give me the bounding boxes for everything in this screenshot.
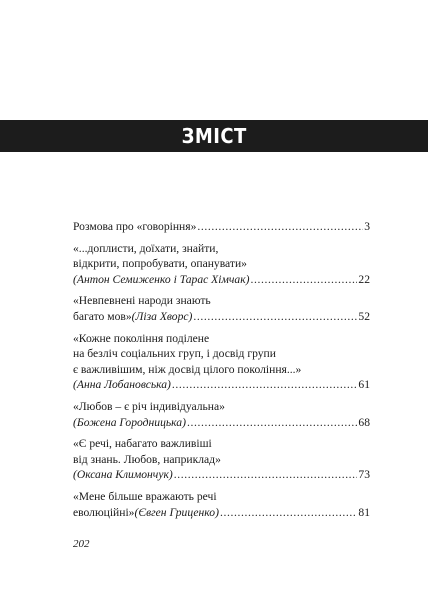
- toc-entry-title-line: «Мене більше вражають речі: [73, 489, 217, 503]
- toc-entry-author: (Анна Лобановська): [73, 378, 171, 392]
- toc-entry-author: (Ліза Хворс): [131, 309, 193, 323]
- toc-entry-author: (Божена Городницька): [73, 415, 186, 429]
- toc-leader-dots: [220, 505, 357, 521]
- toc-entry: [73, 219, 370, 235]
- title-bar: [0, 120, 428, 152]
- toc-entry-author: (Оксана Климончук): [73, 468, 173, 482]
- toc-entry-last-line: [73, 309, 370, 325]
- toc-entry-last-line: [73, 467, 370, 483]
- toc-entry-page: 81: [358, 505, 370, 519]
- toc-entry-title: Розмова про «говоріння»: [73, 220, 197, 233]
- toc-leader-dots: [172, 377, 357, 393]
- toc-entry: [73, 241, 370, 288]
- toc-entry-title: еволюційні»: [73, 505, 135, 519]
- toc-leader-dots: [197, 219, 363, 235]
- toc-entry-title: багато мов»: [73, 309, 132, 323]
- toc-entry: [73, 399, 370, 430]
- toc-entry-last-line: [73, 505, 370, 521]
- toc-entry-title-line: є важливішим, ніж досвід цілого покоління...»: [73, 362, 302, 376]
- table-of-contents: [73, 219, 370, 526]
- toc-entry-author: (Антон Семиженко і Тарас Хімчак): [73, 272, 250, 286]
- toc-entry-last-line: [73, 415, 370, 431]
- toc-entry-title-line: «Невпевнені народи знають: [73, 294, 211, 308]
- toc-entry: [73, 436, 370, 483]
- page-number: 202: [73, 538, 90, 550]
- toc-entry-title-line: «Є речі, набагато важливіші: [73, 437, 212, 451]
- toc-entry: [73, 331, 370, 393]
- page-title: ЗМІСТ: [181, 124, 247, 148]
- toc-entry-page: 61: [358, 378, 370, 392]
- toc-leader-dots: [174, 467, 358, 483]
- toc-entry-title-line: «Любов – є річ індивідуальна»: [73, 399, 225, 413]
- toc-entry: [73, 293, 370, 324]
- toc-leader-dots: [193, 309, 357, 325]
- toc-entry-author: (Євген Гриценко): [134, 505, 219, 519]
- toc-entry-page: 68: [358, 415, 370, 429]
- toc-leader-dots: [187, 415, 357, 431]
- toc-entry-last-line: [73, 377, 370, 393]
- toc-entry-title-line: на безліч соціальних груп, і досвід групи: [73, 347, 276, 361]
- toc-entry-last-line: [73, 272, 370, 288]
- toc-entry-page: 3: [364, 220, 370, 233]
- toc-entry-page: 73: [358, 468, 370, 482]
- toc-leader-dots: [250, 272, 357, 288]
- toc-entry-title-line: від знань. Любов, наприклад»: [73, 452, 221, 466]
- toc-entry-page: 52: [358, 309, 370, 323]
- toc-entry-last-line: [73, 219, 370, 235]
- toc-entry-page: 22: [358, 272, 370, 286]
- toc-entry-title-line: «...доплисти, доїхати, знайти,: [73, 241, 219, 255]
- toc-entry-title-line: «Кожне покоління поділене: [73, 331, 210, 345]
- toc-entry: [73, 489, 370, 520]
- toc-entry-title-line: відкрити, попробувати, опанувати»: [73, 257, 247, 271]
